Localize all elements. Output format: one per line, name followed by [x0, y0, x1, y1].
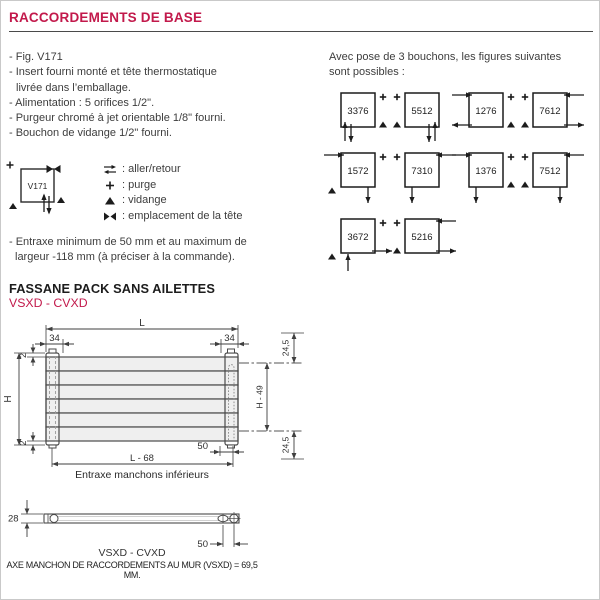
figure-code: 7512: [539, 166, 561, 177]
section-subtitle: VSXD - CVXD: [9, 296, 88, 310]
intro-line: sont possibles :: [329, 66, 405, 79]
figure-square: [393, 218, 456, 253]
figure-code: 1376: [475, 166, 497, 177]
intro-line: Avec pose de 3 bouchons, les figures suivantes: [329, 51, 562, 63]
side-view-model-caption: VSXD - CVXD: [98, 547, 166, 559]
connection-figure-pair: [327, 215, 453, 275]
axis-note-caption: AXE MANCHON DE RACCORDEMENTS AU MUR (VSXD) = 69,5 MM.: [6, 560, 258, 580]
dim-H: H: [3, 395, 14, 403]
figure-square: [341, 93, 387, 142]
figure-code: 7612: [539, 106, 561, 117]
figure-code: 3672: [347, 232, 369, 243]
profile-bar: [44, 512, 241, 525]
connection-figure-pair: [455, 89, 581, 149]
dim-34-left: 34: [49, 333, 60, 344]
dim-L: L: [139, 318, 145, 329]
figure-code: 5216: [411, 232, 433, 243]
figure-code: 5512: [411, 106, 433, 117]
front-view-drawing: [1, 319, 311, 484]
dim-34-right: 34: [224, 333, 235, 344]
dim-24-5-bottom: 24,5: [280, 436, 291, 454]
figure-square: [393, 93, 439, 142]
centerlines: [239, 363, 304, 431]
front-caption: Entraxe manchons inférieurs: [75, 469, 209, 481]
dim-L-68: L - 68: [130, 453, 154, 464]
dim-2-top: 2: [18, 352, 28, 359]
bullet-line: - Bouchon de vidange 1/2" fourni.: [9, 127, 172, 140]
dim-H-49: H - 49: [254, 385, 265, 409]
connection-figure-pair: [327, 89, 453, 149]
bullet-line: - Fig. V171: [9, 51, 63, 63]
figure-code: 3376: [347, 106, 369, 117]
figure-code: 1276: [475, 106, 497, 117]
figure-code: 1572: [347, 166, 369, 177]
figure-code: 7310: [411, 166, 433, 177]
dim-50: 50: [197, 539, 208, 550]
left-manchon: [50, 515, 58, 523]
note-line: largeur -118 mm (à préciser à la commande).: [15, 251, 235, 264]
figure-square: [328, 219, 392, 271]
bullet-line: - Insert fourni monté et tête thermostatique: [9, 66, 217, 79]
figure-square: [452, 92, 515, 127]
legend-label: : aller/retour: [122, 163, 181, 175]
dim-24-5-top: 24,5: [280, 339, 291, 357]
note-line: - Entraxe minimum de 50 mm et au maximum de: [9, 236, 247, 248]
radiator-tubes: [46, 357, 238, 441]
legend-label: : emplacement de la tête: [122, 209, 243, 222]
figure-square: [394, 152, 456, 203]
dim-2-bottom: 2: [18, 440, 28, 446]
bullet-line: - Purgeur chromé à jet orientable 1/8" fourni.: [9, 112, 226, 125]
figure-square: [521, 92, 584, 127]
section-title: FASSANE PACK SANS AILETTES: [9, 281, 215, 296]
bullet-line: - Alimentation : 5 orifices 1/2".: [9, 96, 155, 109]
figures-area: [1, 1, 600, 301]
v171-label: V171: [27, 181, 48, 191]
legend-label: : purge: [122, 178, 157, 191]
dim-28: 28: [8, 513, 19, 525]
legend-label: : vidange: [122, 194, 167, 207]
figure-square: [324, 152, 386, 203]
figure-square: [521, 152, 584, 203]
connection-figure-pair: [327, 149, 453, 209]
bullet-line: livrée dans l’emballage.: [16, 81, 131, 94]
connection-figure-pair: [455, 149, 581, 209]
dim-50: 50: [197, 441, 208, 452]
figure-square: [452, 152, 515, 203]
page-title: RACCORDEMENTS DE BASE: [9, 10, 203, 25]
